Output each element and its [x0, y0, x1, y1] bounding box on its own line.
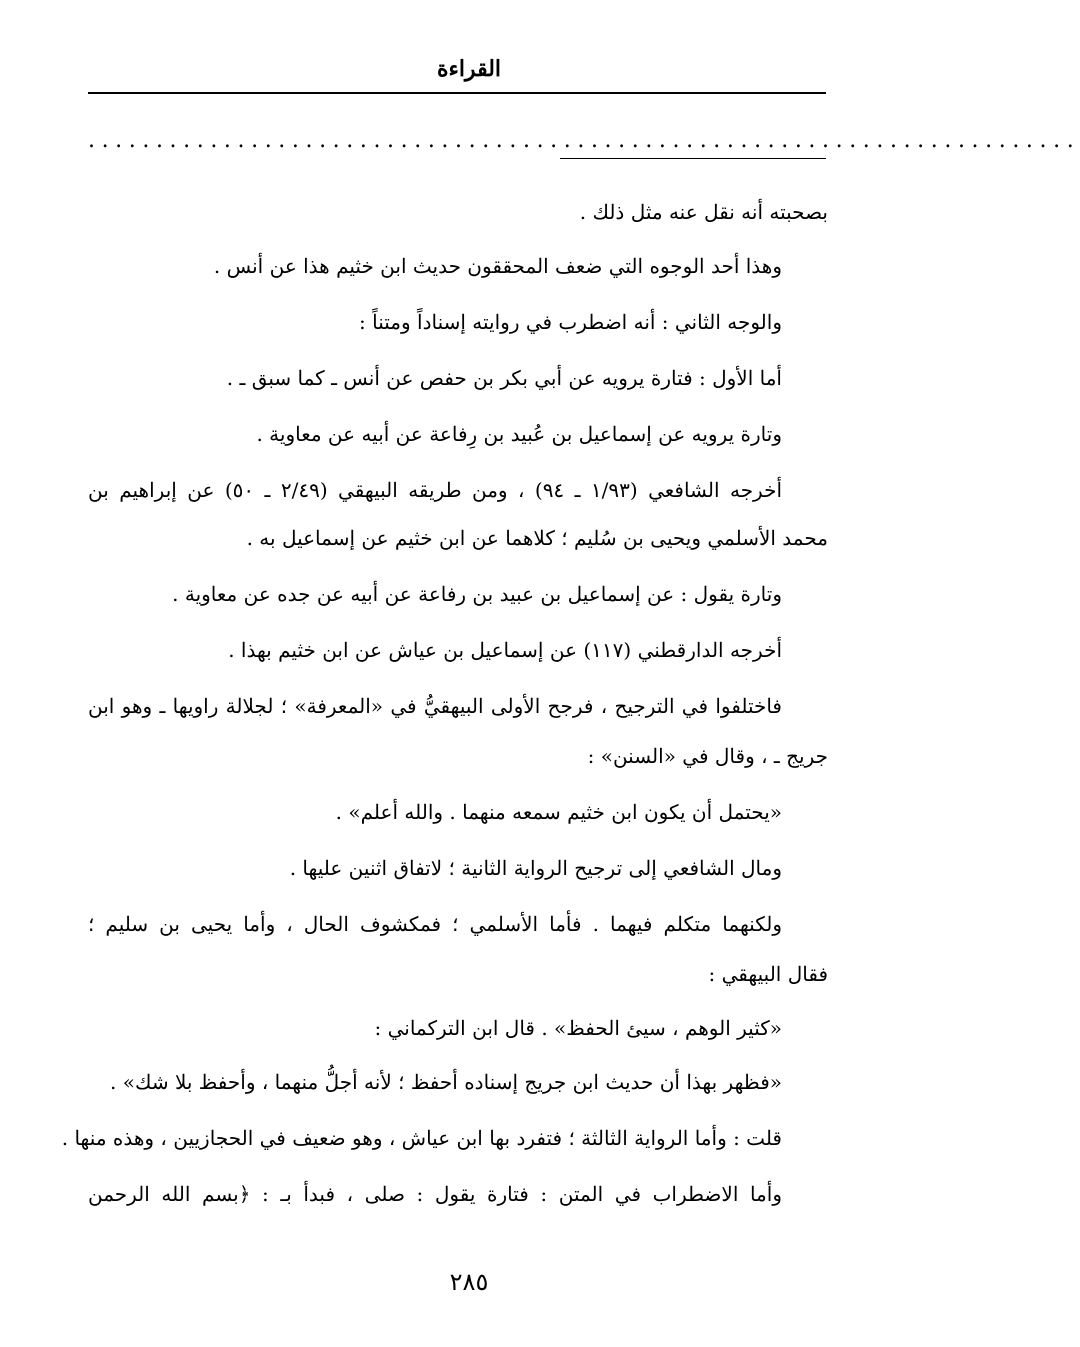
text-line: محمد الأسلمي ويحيى بن سُليم ؛ كلاهما عن ابن خثيم عن إسماعيل به .: [246, 526, 828, 550]
text-line: «فظهر بهذا أن حديث ابن جريج إسناده أحفظ ؛ لأنه أجلُّ منهما ، وأحفظ بلا شك» .: [110, 1070, 782, 1094]
dotted-separator: .........................................................................: [88, 128, 1080, 153]
text-line: والوجه الثاني : أنه اضطرب في روايته إسناداً ومتناً :: [359, 310, 782, 334]
text-line: وتارة يقول : عن إسماعيل بن عبيد بن رفاعة عن أبيه عن جده عن معاوية .: [172, 582, 782, 606]
text-line: وتارة يرويه عن إسماعيل بن عُبيد بن رِفاعة عن أبيه عن معاوية .: [256, 422, 782, 446]
text-line: ولكنهما متكلم فيهما . فأما الأسلمي ؛ فمكشوف الحال ، وأما يحيى بن سليم ؛: [88, 912, 782, 936]
text-line: أما الأول : فتارة يرويه عن أبي بكر بن حفص عن أنس ـ كما سبق ـ .: [226, 366, 782, 390]
text-line: قلت : وأما الرواية الثالثة ؛ فتفرد بها ابن عياش ، وهو ضعيف في الحجازيين ، وهذه منها .: [61, 1126, 782, 1150]
text-line: جريج ـ ، وقال في «السنن» :: [587, 744, 828, 768]
text-line: فقال البيهقي :: [708, 962, 828, 986]
text-line: ومال الشافعي إلى ترجيح الرواية الثانية ؛ لاتفاق اثنين عليها .: [289, 856, 782, 880]
footnote-rule: [560, 158, 826, 159]
text-line: وهذا أحد الوجوه التي ضعف المحققون حديث ابن خثيم هذا عن أنس .: [213, 254, 782, 278]
text-line: فاختلفوا في الترجيح ، فرجح الأولى البيهقيُّ في «المعرفة» ؛ لجلالة راويها ـ وهو ابن: [88, 694, 782, 718]
text-line: «كثير الوهم ، سيئ الحفظ» . قال ابن التركماني :: [374, 1016, 782, 1040]
page-number: ٢٨٥: [449, 1268, 489, 1296]
text-line: بصحبته أنه نقل عنه مثل ذلك .: [579, 200, 828, 224]
text-line: «يحتمل أن يكون ابن خثيم سمعه منهما . والله أعلم» .: [335, 800, 782, 824]
text-line: وأما الاضطراب في المتن : فتارة يقول : صلى ، فبدأ بـ : ﴿بسم الله الرحمن: [88, 1182, 782, 1206]
text-line: أخرجه الشافعي (١/٩٣ ـ ٩٤) ، ومن طريقه البيهقي (٢/٤٩ ـ ٥٠) عن إبراهيم بن: [88, 478, 783, 502]
header-rule: [88, 92, 826, 94]
text-line: أخرجه الدارقطني (١١٧) عن إسماعيل بن عياش عن ابن خثيم بهذا .: [228, 638, 782, 662]
running-header-title: القراءة: [436, 56, 502, 82]
